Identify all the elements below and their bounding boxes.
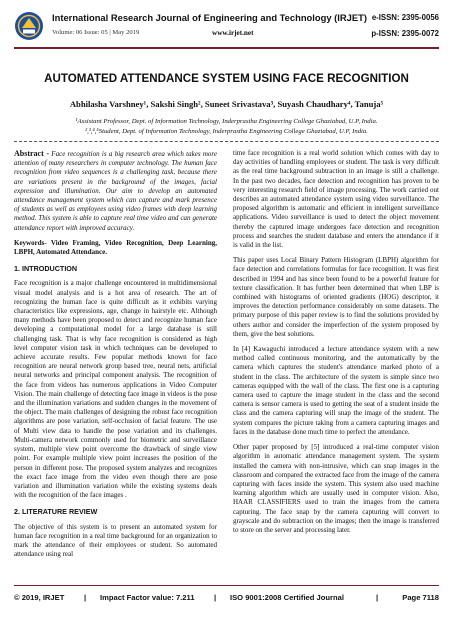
page-number: Page 7118	[402, 593, 439, 602]
paper-authors: Abhilasha Varshney¹, Sakshi Singh², Suneet Srivastava³, Suyash Chaudhary⁴, Tanuja⁵	[69, 99, 384, 109]
volume-info: Volume: 06 Issue: 05 | May 2019	[52, 29, 140, 36]
abstract	[14, 149, 217, 233]
paragraph: This paper uses Local Binary Pattern Histogram (LBPH) algorithm for face detection and correlations formulas for face recognition. It was first described in 1994 and has since been found to be a powerful feature for texture classification. It has further been determined that when LBP is combined with histograms of oriented gradients (HOG) descriptor, it improves the detection performance considerably on some datasets. The primary purpose of this paper review is to find the solutions provided by others author and consider the imperfection of the system proposed by them, give the best solutions.	[233, 256, 439, 338]
paragraph: In [4] Kawaguchi introduced a lecture attendance system with a new method called continuous monitoring, and the automatically by the camera which captures the student's attendance marked photo of a student in the class. The architecture of the system is simple since two cameras equipped with the wall of the class. The first one is a capturing camera used to capture the image student in the class and the second camera is sensor camera is used to getting the seat of a student inside the class and the camera capturing will snap the image of the student. The system compares the picture taking from a camera capturing images and faces in the database done much time to perfect the attendance.	[233, 345, 439, 436]
footer-iso: ISO 9001:2008 Certified Journal	[230, 593, 344, 602]
literature-review-heading: 2. LITERATURE REVIEW	[14, 507, 98, 517]
right-column	[233, 149, 439, 541]
affiliation-2: ²,³,⁴,⁵Student, Dept. of Information Technology, Inderprastha Engineering College Ghaziabad, U.P, India.	[85, 128, 368, 135]
left-column	[14, 149, 217, 565]
section-separator	[14, 141, 439, 142]
footer-separator: |	[376, 593, 379, 602]
introduction-text: Face recognition is a major challenge encountered in multidimensional visual model analysis and is a hot area of research. The art of recognizing the human face is quite difficult as it exhibits varying characteristics like expressions, age, change in hairstyle etc. Although many methods have been proposed to detect and recognize human face developing a computational model for a large database is still challenging task. That is why face recognition is considered as high level computer vision task in which techniques can be developed to achieve accurate results. Few popular methods known for face recognition are neural network group based tree, neural nets, artificial neural networks and principal component analysis. The recognition of the face from videos has numerous applications in Video Computer Vision. The main challenge of detecting face image in videos is the pose and the illumination variations and sudden changes in the movement of the object. The main challenges of designing the robust face recognition algorithms are pose variation, self-occlusion of facial feature. The use of Multi view data to handle the pose variation and its challenges. Multi-camera network commonly used for biometric and surveillance system, multiple view point overcome the drawback of single view point. For example multiple view point increases the position of the person in different pose. The proposed system analyzes and recognizes the exact face image from the video even though there are pose variation and illumination variation while the existing systems deals with the recognition of the face images .	[14, 279, 217, 500]
footer-impact-factor: Impact Factor value: 7.211	[100, 593, 195, 602]
introduction-heading: 1. INTRODUCTION	[14, 264, 78, 274]
paragraph: time face recognition is a real world solution which comes with day to day activities of handling employees or student. The task is very difficult as the real time background subtraction in an image is still a challenge. In the past two decades, face detection and recognition has proven to be very interesting research field of image processing. The work carried out describes an automated attendance system using video surveillance. The proposed algorithm is automatic and efficient in intelligent surveillance applications. Video surveillance is used to detect the object movement thereby the captured image undergoes face detection and recognition process and searches the student database and enters the attendance if it is valid in the list.	[233, 149, 439, 250]
header-divider	[14, 47, 439, 49]
journal-header	[14, 10, 439, 44]
abstract-label: Abstract -	[14, 149, 49, 158]
footer-separator: |	[84, 593, 87, 602]
journal-website: www.irjet.net	[212, 29, 254, 37]
paragraph: Other paper proposed by [5] introduced a real-time computer vision algorithm in automatic attendance management system. The system installed the camera with non-intrusive, which can snap images in the classroom and compared the extracted face from the image of the camera capturing with faces inside the system. This system also used machine learning algorithm which are usually used in computer vision. Also, HAAR CLASSIFIERS used to train the images from the camera capturing. The face snap by the camera capturing will convert to grayscale and do subtraction on the images; then the image is transferred to store on the server and processing later.	[233, 443, 439, 534]
keywords: Keywords- Video Framing, Video Recognition, Deep Learning, LBPH, Automated Attendance.	[14, 238, 217, 257]
paper-title: AUTOMATED ATTENDANCE SYSTEM USING FACE RECOGNITION	[44, 72, 409, 85]
footer-divider	[14, 585, 439, 586]
abstract-text: Face recognition is a big research area which takes more attention of many researchers in computer technology. The human face recognition from video sequences is a challenging task, because there are variations present in the background of the images, facial expression and illumination. Our aim to develop an automated attendance management system which can capture and mark presence of students as well as employees using video frames with deep learning method. This system is able to capture real time video and can generate attendance report with improved accuracy.	[14, 150, 217, 232]
footer-separator: |	[214, 593, 217, 602]
p-issn: p-ISSN: 2395-0072	[371, 29, 439, 38]
journal-title: International Research Journal of Engineering and Technology (IRJET)	[52, 12, 367, 23]
footer-copyright: © 2019, IRJET	[14, 593, 65, 602]
e-issn: e-ISSN: 2395-0056	[371, 13, 439, 22]
affiliation-1: ¹Assistant Professor, Dept. of Information Technology, Inderprastha Engineering College Ghaziabad, U.P, India.	[75, 118, 378, 125]
irjet-logo-icon	[14, 11, 44, 41]
literature-review-text: The objective of this system is to present an automated system for human face recognition in a real time background for an organization to mark the attendance of their employees or student. So automated attendance using real	[14, 522, 217, 559]
